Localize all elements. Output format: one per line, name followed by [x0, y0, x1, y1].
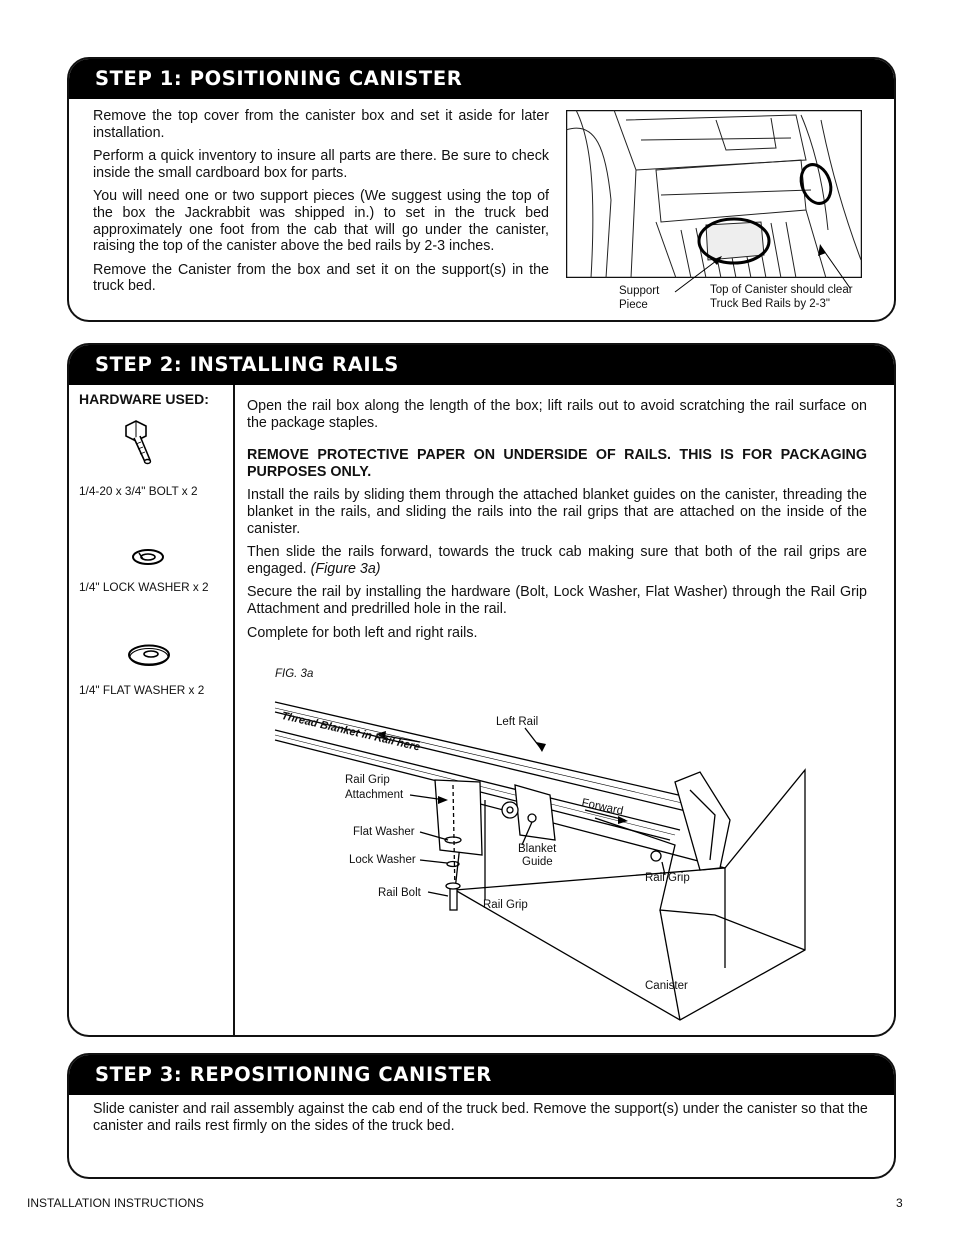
- label-rail-grip-right: Rail Grip: [645, 872, 690, 884]
- label-lock-washer: Lock Washer: [349, 854, 416, 866]
- figure-reference: (Figure 3a): [310, 560, 381, 577]
- step2-paragraph-text: Then slide the rails forward, towards the truck cab making sure that both of the rail grips are engaged.: [247, 544, 867, 577]
- step1-text: [93, 108, 549, 302]
- step2-paragraph: [247, 544, 867, 577]
- label-rail-grip-attachment-1: Rail Grip: [345, 774, 390, 786]
- label-blanket-guide-1: Blanket: [518, 843, 557, 855]
- step1-paragraph: Remove the Canister from the box and set it on the support(s) in the truck bed.: [93, 261, 549, 295]
- figure-caption: FIG. 3a: [275, 668, 314, 680]
- label-rail-grip-attachment-2: Attachment: [345, 789, 404, 801]
- step2-paragraph: Secure the rail by installing the hardware (Bolt, Lock Washer, Flat Washer) through the Rail Grip Attachment and predrilled hole in the rail.: [247, 584, 867, 617]
- label-forward: Forward: [580, 797, 625, 818]
- label-rail-grip-bottom: Rail Grip: [483, 899, 528, 911]
- step2-warning: REMOVE PROTECTIVE PAPER ON UNDERSIDE OF RAILS. THIS IS FOR PACKAGING PURPOSES ONLY.: [247, 447, 867, 480]
- step3-title: STEP 3: REPOSITIONING CANISTER: [69, 1055, 894, 1095]
- lock-washer-icon: [130, 547, 166, 567]
- hardware-lock-washer-label: 1/4" LOCK WASHER x 2: [79, 580, 209, 594]
- step1-title: STEP 1: POSITIONING CANISTER: [69, 59, 894, 99]
- caption-support-piece: Support Piece: [619, 285, 660, 311]
- page-number: 3: [896, 1196, 903, 1210]
- step3-text: Slide canister and rail assembly against the cab end of the truck bed. Remove the support(s) under the canister so that the canister and rails rest firmly on the sides of the truck bed.: [93, 1101, 868, 1134]
- hardware-flat-washer-label: 1/4" FLAT WASHER x 2: [79, 683, 205, 697]
- hardware-column: [69, 385, 235, 1037]
- caption-canister-clearance: Top of Canister should clear Truck Bed Rails by 2-3": [710, 284, 853, 310]
- hardware-title: HARDWARE USED:: [79, 391, 209, 407]
- label-left-rail: Left Rail: [496, 716, 539, 728]
- flat-washer-icon: [126, 641, 172, 669]
- label-flat-washer: Flat Washer: [353, 826, 415, 838]
- label-canister: Canister: [645, 980, 688, 992]
- label-thread-blanket: Thread Blanket in Rail here: [280, 710, 422, 754]
- step1-paragraph: Perform a quick inventory to insure all parts are there. Be sure to check inside the small cardboard box for parts.: [93, 148, 549, 181]
- footer-title: INSTALLATION INSTRUCTIONS: [27, 1196, 204, 1210]
- step2-paragraph: Open the rail box along the length of the box; lift rails out to avoid scratching the rail surface on the package staples.: [247, 398, 867, 431]
- step1-paragraph: You will need one or two support pieces (We suggest using the top of the box the Jackrabbit was shipped in.) to set in the truck bed approximately one foot from the cab that will go under the canister, raising the top of the canister above the bed rails by 2-3 inches.: [93, 188, 549, 255]
- label-rail-bolt: Rail Bolt: [378, 887, 421, 899]
- step2-text: [247, 398, 867, 648]
- step2-paragraph: Install the rails by sliding them through the attached blanket guides on the canister, threading the blanket in the rails, and sliding the rails into the rail grips that are attached on the inside of the canister.: [247, 487, 867, 537]
- step2-title: STEP 2: INSTALLING RAILS: [69, 345, 894, 385]
- bolt-icon: [118, 418, 164, 470]
- step1-paragraph: Remove the top cover from the canister box and set it aside for later installation.: [93, 108, 549, 141]
- step2-paragraph: Complete for both left and right rails.: [247, 624, 478, 641]
- label-blanket-guide-2: Guide: [522, 856, 553, 868]
- hardware-bolt-label: 1/4-20 x 3/4" BOLT x 2: [79, 484, 198, 498]
